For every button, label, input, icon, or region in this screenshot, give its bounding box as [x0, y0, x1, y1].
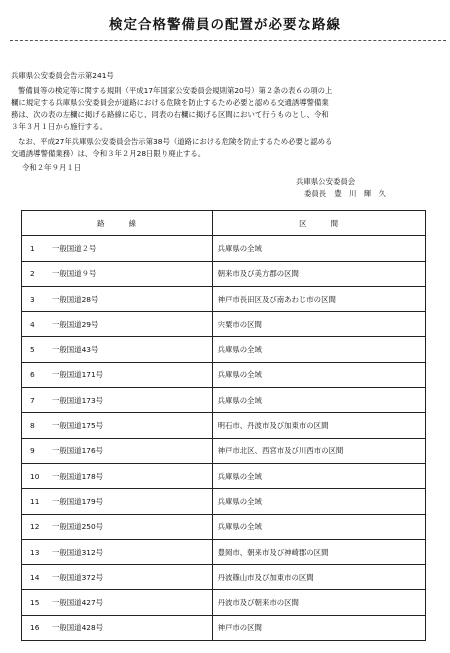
row-number: 1: [30, 243, 35, 253]
table-row: [22, 539, 426, 564]
route-cell: [22, 590, 213, 615]
section-cell: 神戸市北区、西宮市及び川西市の区間: [212, 438, 425, 463]
paragraph-regulation: [11, 85, 443, 133]
row-number: 4: [30, 319, 35, 329]
route-name: 一般国道29号: [52, 319, 99, 329]
row-number: 15: [30, 598, 40, 608]
route-name: 一般国道175号: [52, 421, 104, 431]
paragraph-line: 欄に規定する兵庫県公安委員会が道路における危険を防止するため必要と認める交通誘導警備業: [11, 98, 329, 107]
table-row: [22, 362, 426, 387]
route-cell: [22, 362, 213, 387]
signatory-title: 委員長: [304, 189, 327, 198]
paragraph-line: なお、平成27年兵庫県公安委員会告示第38号（道路における危険を防止するため必要と認める: [18, 137, 333, 146]
section-cell: 明石市、丹波市及び加東市の区間: [212, 413, 425, 438]
row-number: 10: [30, 471, 40, 481]
route-name: 一般国道372号: [52, 572, 104, 582]
table-row: [22, 286, 426, 311]
section-cell: 兵庫県の全域: [212, 463, 425, 488]
route-cell: [22, 489, 213, 514]
route-name: 一般国道428号: [52, 623, 104, 633]
row-number: 5: [30, 345, 35, 355]
table-row: [22, 463, 426, 488]
row-number: 8: [30, 421, 35, 431]
table-row: [22, 312, 426, 337]
routes-table: [21, 210, 426, 641]
route-cell: [22, 514, 213, 539]
table-row: [22, 413, 426, 438]
route-cell: [22, 438, 213, 463]
route-name: 一般国道427号: [52, 598, 104, 608]
signatory-name: 豊 川 輝 久: [334, 189, 386, 198]
route-name: 一般国道43号: [52, 345, 99, 355]
route-cell: [22, 286, 213, 311]
route-cell: [22, 312, 213, 337]
route-cell: [22, 413, 213, 438]
signatory: [304, 188, 444, 199]
table-row: [22, 236, 426, 261]
route-name: 一般国道178号: [52, 471, 104, 481]
section-cell: 兵庫県の全域: [212, 362, 425, 387]
table-row: [22, 514, 426, 539]
section-cell: 兵庫県の全域: [212, 236, 425, 261]
section-cell: 兵庫県の全域: [212, 337, 425, 362]
notice-number: 兵庫県公安委員会告示第241号: [11, 71, 114, 80]
row-number: 14: [30, 572, 40, 582]
route-name: 一般国道２号: [52, 243, 97, 253]
table-row: [22, 388, 426, 413]
section-cell: 丹波市及び朝来市の区間: [212, 590, 425, 615]
route-cell: [22, 261, 213, 286]
table-header-row: [22, 211, 426, 236]
section-cell: 丹波篠山市及び加東市の区間: [212, 565, 425, 590]
title-divider: [10, 40, 446, 41]
row-number: 2: [30, 269, 35, 279]
route-name: 一般国道312号: [52, 547, 104, 557]
section-cell: 兵庫県の全域: [212, 514, 425, 539]
route-cell: [22, 615, 213, 640]
section-cell: 宍粟市の区間: [212, 312, 425, 337]
table-row: [22, 261, 426, 286]
column-header-section: 区 間: [212, 211, 425, 236]
section-cell: 兵庫県の全域: [212, 388, 425, 413]
route-name: 一般国道173号: [52, 395, 104, 405]
row-number: 9: [30, 446, 35, 456]
route-name: 一般国道179号: [52, 496, 104, 506]
table-row: [22, 438, 426, 463]
table-row: [22, 565, 426, 590]
route-name: 一般国道28号: [52, 294, 99, 304]
route-cell: [22, 236, 213, 261]
table-row: [22, 590, 426, 615]
row-number: 16: [30, 623, 40, 633]
page-title: 検定合格警備員の配置が必要な路線: [109, 17, 341, 33]
section-cell: 兵庫県の全域: [212, 489, 425, 514]
table-row: [22, 615, 426, 640]
route-cell: [22, 337, 213, 362]
table-body: [22, 236, 426, 641]
paragraph-line: 務は、次の表の左欄に掲げる路線に応じ、同表の右欄に掲げる区間において行うものとし、令和: [11, 110, 329, 119]
section-cell: 神戸市の区間: [212, 615, 425, 640]
table-row: [22, 337, 426, 362]
route-name: 一般国道250号: [52, 522, 104, 532]
row-number: 12: [30, 522, 40, 532]
paragraph-line: 交通誘導警備業務）は、令和３年２月28日限り廃止する。: [11, 149, 206, 158]
paragraph-line: ３年３月１日から施行する。: [11, 122, 108, 131]
route-name: 一般国道171号: [52, 370, 104, 380]
route-cell: [22, 388, 213, 413]
row-number: 11: [30, 496, 40, 506]
section-cell: 豊岡市、朝来市及び神崎郡の区間: [212, 539, 425, 564]
paragraph-repeal: [11, 136, 443, 160]
row-number: 6: [30, 370, 35, 380]
table-row: [22, 489, 426, 514]
notice-date: 令和２年９月１日: [22, 163, 82, 172]
column-header-route: 路 線: [22, 211, 213, 236]
issuer-name: 兵庫県公安委員会: [296, 177, 356, 186]
row-number: 13: [30, 547, 40, 557]
route-cell: [22, 539, 213, 564]
route-name: 一般国道176号: [52, 446, 104, 456]
section-cell: 神戸市長田区及び南あわじ市の区間: [212, 286, 425, 311]
row-number: 3: [30, 294, 35, 304]
section-cell: 朝来市及び美方郡の区間: [212, 261, 425, 286]
paragraph-line: 警備員等の検定等に関する規則（平成17年国家公安委員会規則第20号）第２条の表６の項の上: [18, 86, 333, 95]
row-number: 7: [30, 395, 35, 405]
route-cell: [22, 565, 213, 590]
route-name: 一般国道９号: [52, 269, 97, 279]
route-cell: [22, 463, 213, 488]
